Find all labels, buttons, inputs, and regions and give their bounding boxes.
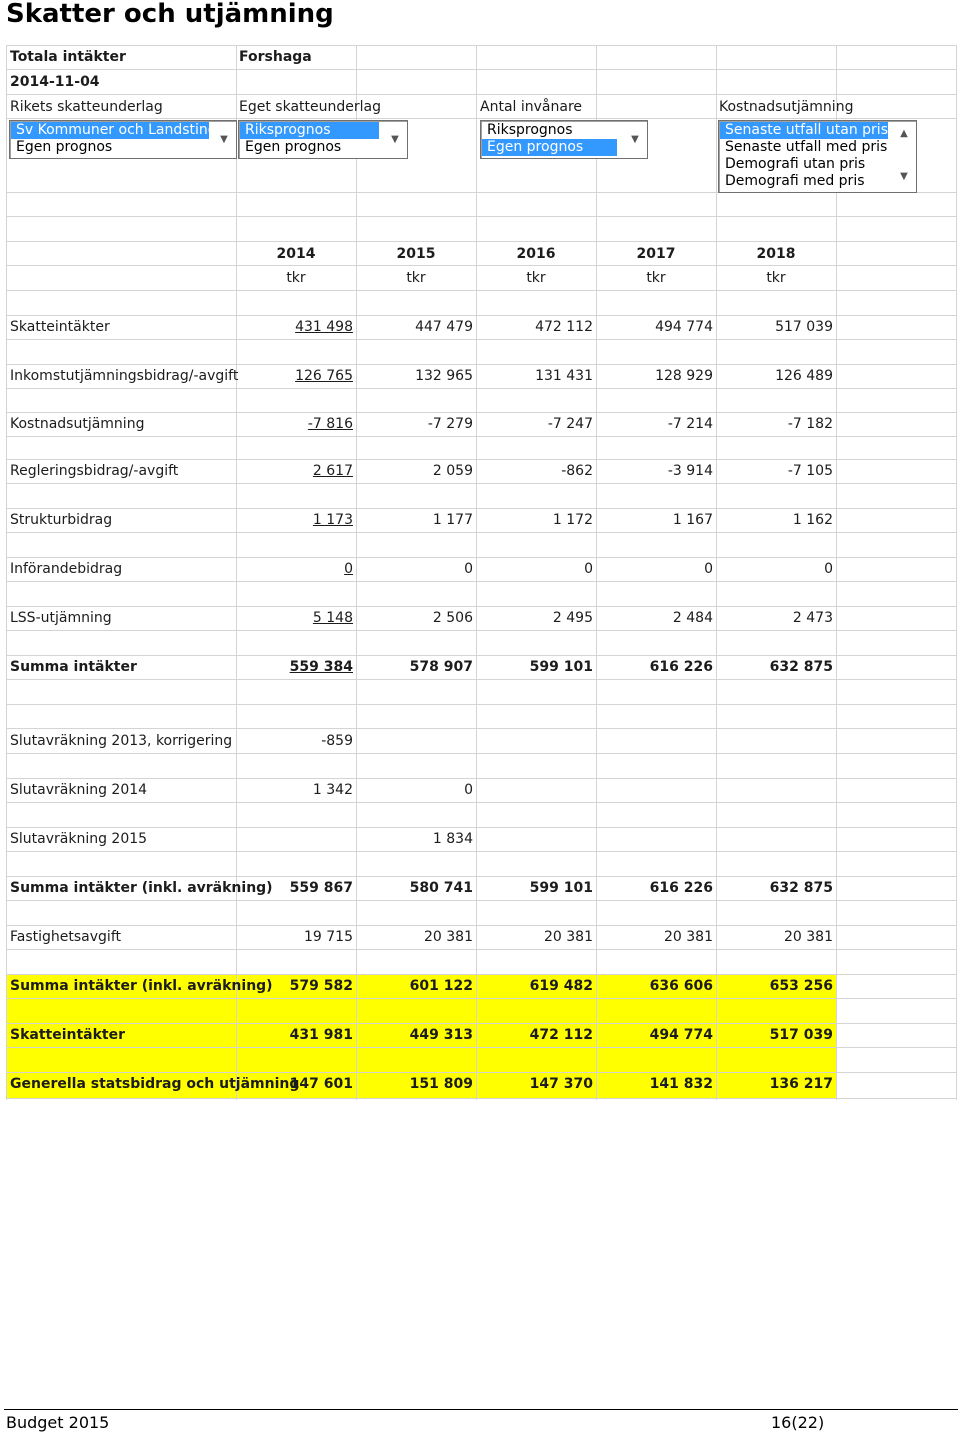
sheet-title: Totala intäkter — [10, 49, 126, 65]
table-cell: 632 875 — [769, 659, 833, 675]
row-label-strukturbidrag: Strukturbidrag — [10, 512, 113, 528]
table-cell: 20 381 — [544, 929, 593, 945]
row-label-regleringsbidrag-avgift: Regleringsbidrag/-avgift — [10, 463, 179, 479]
table-cell — [476, 828, 593, 850]
row-label-slutavrakning-2013-korrigering: Slutavräkning 2013, korrigering — [10, 733, 233, 749]
table-cell — [716, 779, 833, 801]
table-cell: 1 167 — [672, 512, 713, 528]
table-cell: 559 384 — [289, 659, 353, 675]
table-cell: -7 182 — [787, 416, 833, 432]
row-label-generella-statsbidrag-och-utjamning: Generella statsbidrag och utjämning — [10, 1076, 300, 1092]
table-cell: 494 774 — [649, 1027, 713, 1043]
table-cell — [476, 730, 593, 752]
table-cell: 1 834 — [432, 831, 473, 847]
table-cell: 2 473 — [792, 610, 833, 626]
listbox-option[interactable]: Demografi med pris — [725, 173, 865, 189]
table-cell: 20 381 — [784, 929, 833, 945]
table-cell: 0 — [824, 561, 833, 577]
table-cell: 0 — [464, 561, 473, 577]
eget-skatteunderlag-listbox[interactable] — [238, 120, 408, 159]
table-cell: 447 479 — [415, 319, 473, 335]
year-header: 2016 — [516, 246, 556, 262]
table-cell: 147 370 — [529, 1076, 593, 1092]
row-label-slutavrakning-2014: Slutavräkning 2014 — [10, 782, 148, 798]
unit-header: tkr — [286, 270, 306, 286]
table-cell: 20 381 — [664, 929, 713, 945]
table-cell: 2 495 — [552, 610, 593, 626]
table-cell: 2 484 — [672, 610, 713, 626]
table-cell: 431 981 — [289, 1027, 353, 1043]
footer-page-number: 16(22) — [771, 1413, 825, 1432]
listbox-option[interactable]: Riksprognos — [240, 122, 379, 139]
row-label-inforandebidrag: Införandebidrag — [10, 561, 123, 577]
listbox-option[interactable]: Demografi utan pris — [725, 156, 866, 172]
table-cell: 580 741 — [409, 880, 473, 896]
table-cell — [596, 828, 713, 850]
rikets-skatteunderlag-listbox[interactable] — [9, 120, 237, 159]
table-cell: 632 875 — [769, 880, 833, 896]
row-label-fastighetsavgift: Fastighetsavgift — [10, 929, 121, 945]
table-cell: 0 — [464, 782, 473, 798]
table-cell: 0 — [704, 561, 713, 577]
row-label-inkomstutjamningsbidrag-avgift: Inkomstutjämningsbidrag/-avgift — [10, 368, 239, 384]
sheet-date: 2014-11-04 — [10, 74, 100, 90]
table-cell: 636 606 — [649, 978, 713, 994]
kostnadsutjamning-listbox[interactable] — [718, 120, 917, 193]
table-cell: 147 601 — [289, 1076, 353, 1092]
unit-header: tkr — [526, 270, 546, 286]
table-cell: 19 715 — [304, 929, 353, 945]
footer-document-name: Budget 2015 — [6, 1413, 110, 1432]
table-cell: 5 148 — [312, 610, 353, 626]
table-cell — [476, 779, 593, 801]
table-cell: 616 226 — [649, 659, 713, 675]
table-cell: 1 172 — [552, 512, 593, 528]
table-cell: 472 112 — [529, 1027, 593, 1043]
table-cell: 1 173 — [312, 512, 353, 528]
listbox-option[interactable]: Egen prognos — [245, 139, 342, 155]
table-cell: 616 226 — [649, 880, 713, 896]
table-cell: -862 — [561, 463, 593, 479]
table-cell — [716, 730, 833, 752]
table-cell: 449 313 — [409, 1027, 473, 1043]
antal-invanare-listbox[interactable] — [480, 120, 648, 159]
table-cell: -7 279 — [427, 416, 473, 432]
table-cell: 599 101 — [529, 880, 593, 896]
eget-skatteunderlag-label: Eget skatteunderlag — [239, 99, 381, 115]
year-header: 2018 — [756, 246, 796, 262]
row-label-kostnadsutjamning: Kostnadsutjämning — [10, 416, 145, 432]
scroll-down-arrow-icon[interactable]: ▼ — [391, 134, 399, 145]
listbox-option[interactable]: Senaste utfall utan pris — [720, 122, 888, 139]
table-cell: 131 431 — [535, 368, 593, 384]
scroll-down-arrow-icon[interactable]: ▼ — [900, 171, 908, 182]
row-label-summa-intakter-inkl-avrakning: Summa intäkter (inkl. avräkning) — [10, 880, 273, 896]
table-cell — [356, 730, 473, 752]
table-cell: 517 039 — [769, 1027, 833, 1043]
table-cell — [596, 779, 713, 801]
table-cell: 472 112 — [535, 319, 593, 335]
table-cell: -7 816 — [307, 416, 353, 432]
table-cell: 126 765 — [295, 368, 353, 384]
table-cell: 132 965 — [415, 368, 473, 384]
table-cell: 128 929 — [655, 368, 713, 384]
kostnadsutjamning-label: Kostnadsutjämning — [719, 99, 854, 115]
table-cell: 2 506 — [432, 610, 473, 626]
table-cell: 2 617 — [312, 463, 353, 479]
page-title: Skatter och utjämning — [6, 0, 334, 29]
row-label-summa-intakter: Summa intäkter — [10, 659, 137, 675]
table-cell: 619 482 — [529, 978, 593, 994]
table-cell: 431 498 — [295, 319, 353, 335]
table-cell: 136 217 — [769, 1076, 833, 1092]
table-cell: -859 — [321, 733, 353, 749]
table-cell: 20 381 — [424, 929, 473, 945]
table-cell — [596, 730, 713, 752]
table-cell: 517 039 — [775, 319, 833, 335]
listbox-option[interactable]: Senaste utfall med pris — [725, 139, 888, 155]
row-label-slutavrakning-2015: Slutavräkning 2015 — [10, 831, 148, 847]
table-cell: 601 122 — [409, 978, 473, 994]
table-cell: 0 — [584, 561, 593, 577]
table-cell: -3 914 — [667, 463, 713, 479]
table-cell: -7 214 — [667, 416, 713, 432]
year-header: 2017 — [636, 246, 676, 262]
table-cell: -7 105 — [787, 463, 833, 479]
table-cell — [236, 828, 353, 850]
table-cell: 1 342 — [312, 782, 353, 798]
scroll-up-arrow-icon[interactable]: ▲ — [900, 128, 908, 139]
row-label-skatteintakter: Skatteintäkter — [10, 319, 110, 335]
row-label-summa-intakter-inkl-avrakning: Summa intäkter (inkl. avräkning) — [10, 978, 273, 994]
antal-invanare-label: Antal invånare — [480, 99, 582, 115]
row-label-skatteintakter: Skatteintäkter — [10, 1027, 126, 1043]
table-cell: 0 — [344, 561, 353, 577]
rikets-skatteunderlag-label: Rikets skatteunderlag — [10, 99, 163, 115]
scroll-down-arrow-icon[interactable]: ▼ — [220, 134, 228, 145]
listbox-option[interactable]: Egen prognos — [482, 139, 617, 156]
unit-header: tkr — [766, 270, 786, 286]
listbox-option[interactable]: Riksprognos — [487, 122, 573, 138]
table-cell: 151 809 — [409, 1076, 473, 1092]
listbox-option[interactable]: Sv Kommuner och Landsting — [11, 122, 209, 139]
table-cell: 2 059 — [432, 463, 473, 479]
table-cell: 559 867 — [289, 880, 353, 896]
table-cell: 126 489 — [775, 368, 833, 384]
table-cell — [716, 828, 833, 850]
year-header: 2015 — [396, 246, 436, 262]
table-cell: 1 177 — [432, 512, 473, 528]
unit-header: tkr — [646, 270, 666, 286]
table-cell: 579 582 — [289, 978, 353, 994]
spreadsheet — [6, 45, 957, 1100]
table-cell: 599 101 — [529, 659, 593, 675]
table-cell: 494 774 — [655, 319, 713, 335]
table-cell: 578 907 — [409, 659, 473, 675]
table-cell: 1 162 — [792, 512, 833, 528]
table-cell: 653 256 — [769, 978, 833, 994]
unit-header: tkr — [406, 270, 426, 286]
row-label-lss-utjamning: LSS-utjämning — [10, 610, 112, 626]
footer-divider — [4, 1409, 958, 1410]
municipality-name: Forshaga — [239, 49, 312, 65]
table-cell: 141 832 — [649, 1076, 713, 1092]
table-cell: -7 247 — [547, 416, 593, 432]
scroll-down-arrow-icon[interactable]: ▼ — [631, 134, 639, 145]
year-header: 2014 — [276, 246, 316, 262]
listbox-option[interactable]: Egen prognos — [16, 139, 113, 155]
